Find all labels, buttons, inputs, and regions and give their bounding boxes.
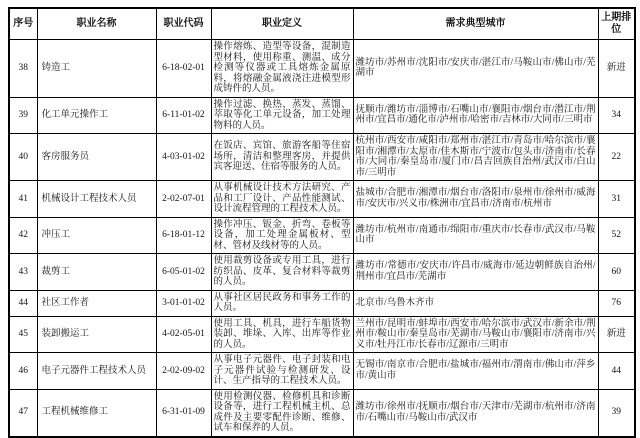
- row-no: 42: [9, 217, 37, 254]
- previous-rank: 新进: [598, 316, 635, 353]
- row-no: 40: [9, 134, 37, 181]
- occupation-name: 化工单元操作工: [37, 97, 156, 134]
- row-no: 39: [9, 97, 37, 134]
- row-no: 43: [9, 254, 37, 291]
- row-no: 38: [9, 40, 37, 98]
- table-row: [9, 389, 635, 437]
- previous-rank: 76: [598, 290, 635, 316]
- occupation-name: 铸造工: [37, 40, 156, 98]
- col-header-no: 序号: [9, 8, 37, 40]
- occupation-definition: 从事电子元器件、电子封装和电子元器件试验与检测研发、设计、生产指导的工程技术人员。: [211, 353, 353, 390]
- occupation-name: 冲压工: [37, 217, 156, 254]
- previous-rank: 52: [598, 217, 635, 254]
- demand-cities: 无锡市/南京市/合肥市/盐城市/福州市/渭南市/佛山市/萍乡市/黄山市: [353, 353, 598, 390]
- col-header-rank: 上期排位: [598, 8, 635, 40]
- occupation-name: 电子元器件工程技术人员: [37, 353, 156, 390]
- demand-cities: 盐城市/合肥市/湘潭市/烟台市/洛阳市/泉州市/徐州市/威海市/安庆市/兴义市/株洲市/宜昌市/济南市/杭州市: [353, 181, 598, 218]
- occupation-name: 机械设计工程技术人员: [37, 181, 156, 218]
- demand-cities: 潍坊市/苏州市/沈阳市/安庆市/湛江市/马鞍山市/佛山市/芜湖市: [353, 40, 598, 98]
- demand-cities: 潍坊市/杭州市/南通市/绵阳市/重庆市/长春市/武汉市/马鞍山市: [353, 217, 598, 254]
- table-row: [9, 134, 635, 181]
- previous-rank: 39: [598, 389, 635, 437]
- occupation-name: 工程机械维修工: [37, 389, 156, 437]
- previous-rank: 新进: [598, 40, 635, 98]
- demand-cities: 潍坊市/常德市/安庆市/许昌市/威海市/延边朝鲜族自治州/荆州市/宜昌市/芜湖市: [353, 254, 598, 291]
- demand-cities: 北京市/乌鲁木齐市: [353, 290, 598, 316]
- table-row: [9, 217, 635, 254]
- occupation-code: 4-02-05-01: [156, 316, 211, 353]
- occupation-code: 2-02-07-01: [156, 181, 211, 218]
- header-row: [9, 8, 635, 40]
- previous-rank: 22: [598, 134, 635, 181]
- row-no: 46: [9, 353, 37, 390]
- table-row: [9, 316, 635, 353]
- occupation-code: 6-18-01-12: [156, 217, 211, 254]
- col-header-name: 职业名称: [37, 8, 156, 40]
- occupation-definition: 操作熔炼、造型等设备，混制造型材料，使用称重、测温、成分检测等仪器或工具熔炼金属原料，将熔融金属液浇注进模型形成铸件的人员。: [211, 40, 353, 98]
- demand-cities: 潍坊市/徐州市/抚顺市/烟台市/天津市/芜湖市/杭州市/济南市/石嘴山市/马鞍山市/武汉市: [353, 389, 598, 437]
- occupation-name: 社区工作者: [37, 290, 156, 316]
- occupation-code: 6-11-01-02: [156, 97, 211, 134]
- demand-cities: 兰州市/昆明市/蚌埠市/西安市/哈尔滨市/武汉市/新余市/荆州市/鞍山市/秦皇岛市/芜湖市/马鞍山市/襄阳市/济南市/兴义市/牡丹江市/长春市/辽源市/三明市: [353, 316, 598, 353]
- previous-rank: 34: [598, 97, 635, 134]
- occupation-name: 客房服务员: [37, 134, 156, 181]
- occupation-definition: 从事社区居民政务和事务工作的人员。: [211, 290, 353, 316]
- occupation-code: 6-05-01-02: [156, 254, 211, 291]
- previous-rank: 31: [598, 181, 635, 218]
- occupation-definition: 操作过滤、换热、蒸发、蒸馏、萃取等化工单元设备，加工处理物料的人员。: [211, 97, 353, 134]
- occupation-code: 6-31-01-09: [156, 389, 211, 437]
- occupation-definition: 使用工具、机具，进行车船货物装卸、堆垛、入库、出库等作业的人员。: [211, 316, 353, 353]
- occupation-definition: 从事机械设计技术方法研究、产品和工厂设计、产品性能测试、设计流程管理的工程技术人员。: [211, 181, 353, 218]
- previous-rank: 44: [598, 353, 635, 390]
- table-row: [9, 353, 635, 390]
- table-row: [9, 181, 635, 218]
- demand-cities: 杭州市/西安市/咸阳市/郑州市/湛江市/青岛市/哈尔滨市/襄阳市/湘潭市/太原市/佳木斯市/宁波市/包头市/济南市/长春市/大同市/秦皇岛市/厦门市/昌吉回族自治州/武汉市/白山市/三明市: [353, 134, 598, 181]
- col-header-definition: 职业定义: [211, 8, 353, 40]
- occupation-definition: 使用检测仪器、检修机具和诊断设备等，进行工程机械主机、总成件及主要零配件诊断、维修、试车和保养的人员。: [211, 389, 353, 437]
- previous-rank: 60: [598, 254, 635, 291]
- table-row: [9, 254, 635, 291]
- occupation-ranking-table: [8, 7, 636, 438]
- occupation-definition: 操作冲压、钣金、折弯、卷板等设备，加工处理金属板材、型材、管材及线材等的人员。: [211, 217, 353, 254]
- occupation-name: 装卸搬运工: [37, 316, 156, 353]
- col-header-code: 职业代码: [156, 8, 211, 40]
- occupation-name: 裁剪工: [37, 254, 156, 291]
- occupation-code: 4-03-01-02: [156, 134, 211, 181]
- occupation-code: 2-02-09-02: [156, 353, 211, 390]
- row-no: 44: [9, 290, 37, 316]
- occupation-definition: 在饭店、宾馆、旅游客船等住宿场所，清洁和整理客房，并提供宾客迎送、住宿等服务的人员。: [211, 134, 353, 181]
- row-no: 47: [9, 389, 37, 437]
- occupation-definition: 使用裁剪设备或专用工具，进行纺织品、皮革、复合材料等裁剪的人员。: [211, 254, 353, 291]
- row-no: 45: [9, 316, 37, 353]
- table-row: [9, 290, 635, 316]
- table-row: [9, 40, 635, 98]
- demand-cities: 抚顺市/潍坊市/淄博市/石嘴山市/襄阳市/烟台市/潜江市/荆州市/宜昌市/通化市/泸州市/哈密市/吉林市/大同市/三明市: [353, 97, 598, 134]
- table-row: [9, 97, 635, 134]
- occupation-code: 6-18-02-01: [156, 40, 211, 98]
- col-header-cities: 需求典型城市: [353, 8, 598, 40]
- row-no: 41: [9, 181, 37, 218]
- occupation-code: 3-01-01-02: [156, 290, 211, 316]
